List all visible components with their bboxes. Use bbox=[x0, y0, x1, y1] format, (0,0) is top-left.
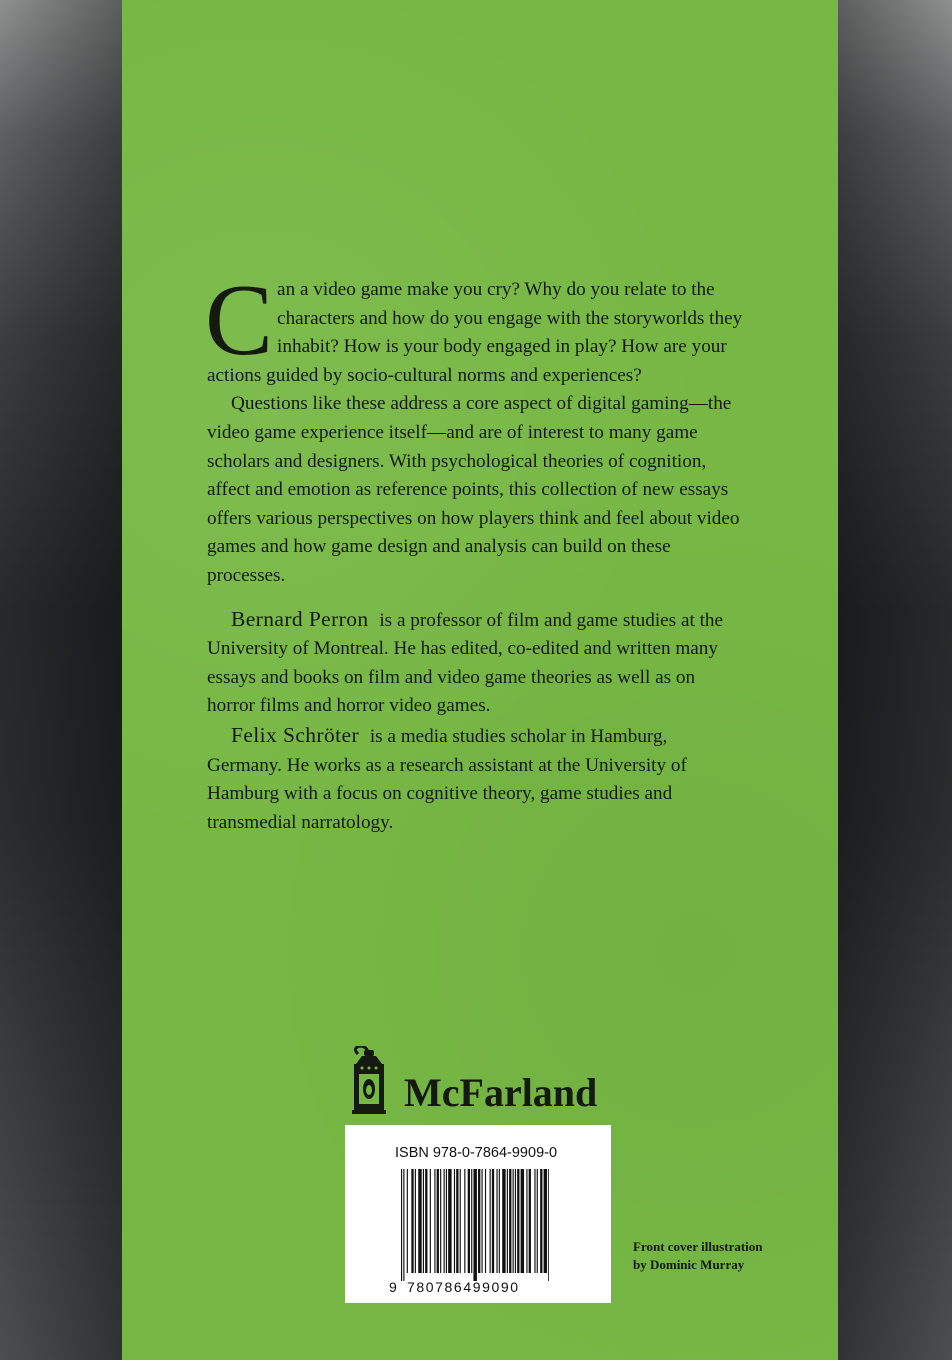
publisher-logo bbox=[346, 1046, 606, 1116]
barcode-bar bbox=[425, 1169, 427, 1273]
barcode-bar bbox=[444, 1169, 445, 1273]
barcode bbox=[401, 1169, 549, 1281]
blurb-paragraph-2: Questions like these address a core aspect of digital gaming—the video game experience itself—and are of interest to many game scholars and designers. With psychological theories of cognition, affect and emotion as reference points, this collection of new essays offers various perspectives on how players think and feel about video games and how game design and analysis can build on these processes. bbox=[207, 393, 740, 586]
author-bio-2-text: is a media studies scholar in Hamburg, Germany. He works as a research assistant at the University of Hamburg with a focus on cognitive theory, game studies and transmedial narratology. bbox=[207, 725, 687, 833]
barcode-bar bbox=[403, 1169, 404, 1281]
barcode-bar bbox=[440, 1169, 441, 1273]
barcode-number: 780786499090 bbox=[407, 1279, 520, 1295]
barcode-bar bbox=[492, 1169, 494, 1273]
barcode-bar bbox=[521, 1169, 524, 1273]
barcode-bar bbox=[446, 1169, 447, 1273]
blurb-paragraph-1-text: an a video game make you cry? Why do you relate to the characters and how do you engage with the storyworlds they inhabit? How is your body engaged in play? How are your actions guided by socio-cultural norms and experiences? bbox=[207, 279, 743, 386]
publisher-name: McFarland bbox=[404, 1070, 598, 1115]
author-bio-1 bbox=[207, 605, 747, 721]
barcode-bar bbox=[468, 1169, 470, 1273]
right-dark-edge bbox=[838, 0, 952, 1360]
author-name-1: Bernard Perron bbox=[231, 606, 369, 631]
barcode-bar bbox=[513, 1169, 514, 1273]
barcode-bar bbox=[423, 1169, 424, 1273]
barcode-bar bbox=[456, 1169, 458, 1273]
barcode-bar bbox=[471, 1169, 472, 1273]
author-name-2: Felix Schröter bbox=[231, 722, 360, 747]
barcode-bar bbox=[448, 1169, 451, 1273]
barcode-bar bbox=[407, 1169, 408, 1273]
barcode-bar bbox=[418, 1169, 421, 1273]
lantern-icon bbox=[346, 1046, 398, 1116]
barcode-bar bbox=[415, 1169, 416, 1273]
barcode-bar bbox=[460, 1169, 461, 1273]
barcode-bar bbox=[411, 1169, 413, 1273]
author-bio-1-text: is a professor of film and game studies at the University of Montreal. He has edited, co-edited and written many essays and books on film and video game theories as well as on horror films and horror video games. bbox=[207, 609, 724, 717]
drop-cap: C bbox=[205, 264, 274, 377]
author-bio-2 bbox=[207, 721, 747, 837]
cover-credit bbox=[633, 1238, 813, 1273]
barcode-bar bbox=[529, 1169, 531, 1273]
barcode-bar bbox=[540, 1169, 542, 1273]
cover-credit-line-1: Front cover illustration bbox=[633, 1239, 763, 1254]
left-dark-edge bbox=[0, 0, 122, 1360]
barcode-bar bbox=[482, 1169, 483, 1273]
cover-credit-line-2: by Dominic Murray bbox=[633, 1256, 745, 1272]
barcode-bar bbox=[496, 1169, 497, 1273]
barcode-bar bbox=[434, 1169, 435, 1273]
barcode-bar bbox=[509, 1169, 511, 1273]
blurb-text bbox=[205, 264, 747, 837]
barcode-first-digit: 9 bbox=[389, 1279, 397, 1295]
barcode-bar bbox=[499, 1169, 500, 1273]
barcode-bar bbox=[473, 1169, 476, 1281]
barcode-bar bbox=[534, 1169, 535, 1273]
barcode-bar bbox=[517, 1169, 519, 1273]
barcode-bar bbox=[515, 1169, 516, 1273]
barcode-bar bbox=[502, 1169, 505, 1273]
blurb-paragraph-1 bbox=[205, 264, 747, 390]
barcode-bar bbox=[454, 1169, 455, 1273]
barcode-bar bbox=[526, 1169, 527, 1273]
barcode-bar bbox=[507, 1169, 508, 1273]
barcode-bar bbox=[430, 1169, 431, 1273]
barcode-bar bbox=[485, 1169, 486, 1273]
barcode-bar bbox=[401, 1169, 402, 1281]
isbn-barcode-box bbox=[345, 1125, 611, 1303]
barcode-bar bbox=[490, 1169, 491, 1273]
barcode-bar bbox=[548, 1169, 549, 1281]
barcode-bar bbox=[478, 1169, 480, 1273]
isbn-label: ISBN 978-0-7864-9909-0 bbox=[395, 1145, 558, 1161]
barcode-bar bbox=[537, 1169, 538, 1273]
barcode-bar bbox=[437, 1169, 439, 1273]
barcode-bar bbox=[464, 1169, 465, 1273]
barcode-bar bbox=[544, 1169, 547, 1273]
